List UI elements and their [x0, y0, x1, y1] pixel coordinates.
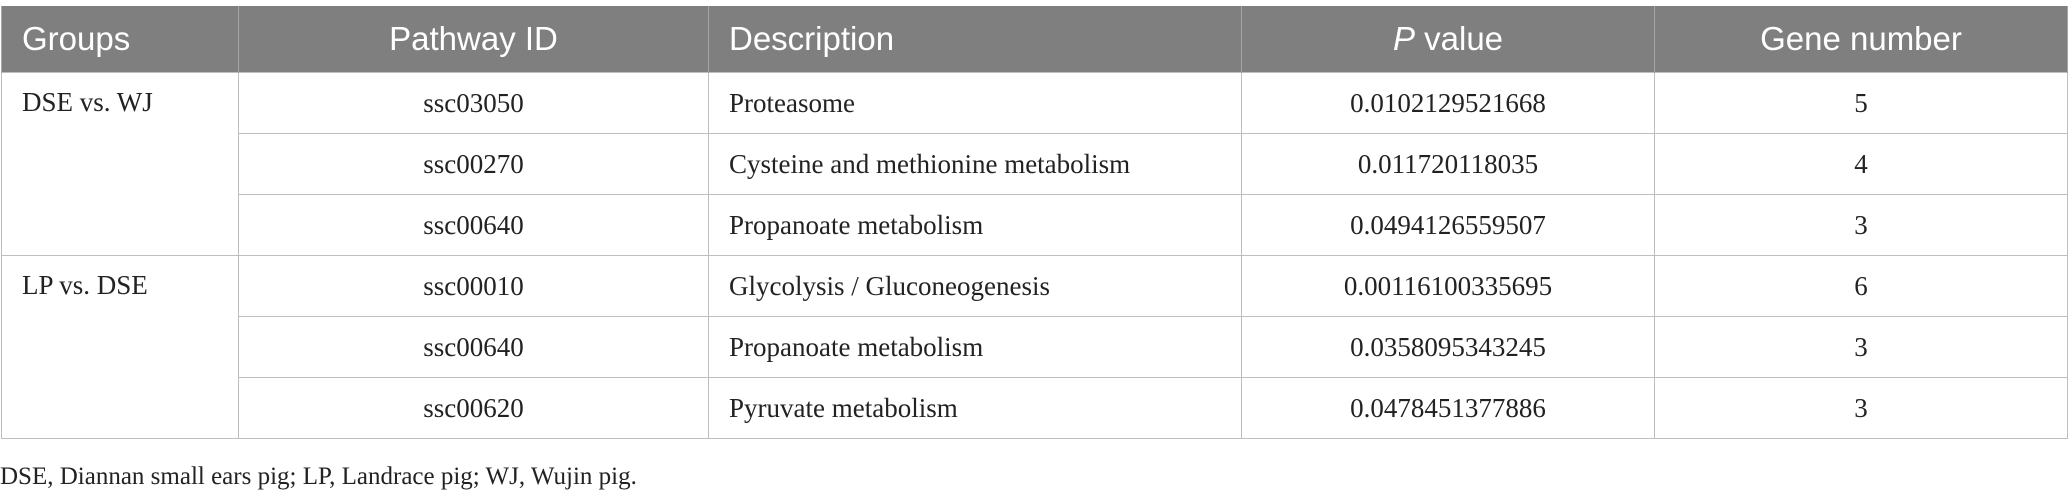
header-pathway-id: Pathway ID [239, 6, 709, 73]
p-value-cell: 0.0358095343245 [1242, 317, 1655, 378]
table-row [2, 73, 2068, 134]
pathway-id-cell: ssc03050 [239, 73, 709, 134]
pathway-table [1, 6, 2068, 439]
header-row [2, 6, 2068, 73]
pathway-id-cell: ssc00010 [239, 256, 709, 317]
group-label: LP vs. DSE [2, 256, 239, 439]
description-cell: Propanoate metabolism [709, 195, 1242, 256]
gene-number-cell: 3 [1655, 195, 2068, 256]
pathway-id-cell: ssc00620 [239, 378, 709, 439]
description-cell: Cysteine and methionine metabolism [709, 134, 1242, 195]
group-label: DSE vs. WJ [2, 73, 239, 256]
pathway-table-container [1, 6, 2067, 439]
table-row [2, 317, 2068, 378]
header-p-rest: value [1414, 20, 1504, 57]
p-value-cell: 0.0494126559507 [1242, 195, 1655, 256]
description-cell: Propanoate metabolism [709, 317, 1242, 378]
pathway-id-cell: ssc00640 [239, 195, 709, 256]
description-cell: Proteasome [709, 73, 1242, 134]
gene-number-cell: 4 [1655, 134, 2068, 195]
p-value-cell: 0.00116100335695 [1242, 256, 1655, 317]
p-value-cell: 0.0102129521668 [1242, 73, 1655, 134]
table-row [2, 134, 2068, 195]
table-row [2, 195, 2068, 256]
gene-number-cell: 3 [1655, 317, 2068, 378]
table-row [2, 256, 2068, 317]
p-value-cell: 0.011720118035 [1242, 134, 1655, 195]
gene-number-cell: 5 [1655, 73, 2068, 134]
pathway-id-cell: ssc00640 [239, 317, 709, 378]
p-value-cell: 0.0478451377886 [1242, 378, 1655, 439]
header-description: Description [709, 6, 1242, 73]
table-footnote: DSE, Diannan small ears pig; LP, Landrace pig; WJ, Wujin pig. [0, 463, 637, 490]
header-groups: Groups [2, 6, 239, 73]
header-gene-number: Gene number [1655, 6, 2068, 73]
header-p-value [1242, 6, 1655, 73]
table-row [2, 378, 2068, 439]
pathway-id-cell: ssc00270 [239, 134, 709, 195]
gene-number-cell: 3 [1655, 378, 2068, 439]
gene-number-cell: 6 [1655, 256, 2068, 317]
header-p-italic: P [1392, 20, 1415, 57]
description-cell: Glycolysis / Gluconeogenesis [709, 256, 1242, 317]
description-cell: Pyruvate metabolism [709, 378, 1242, 439]
